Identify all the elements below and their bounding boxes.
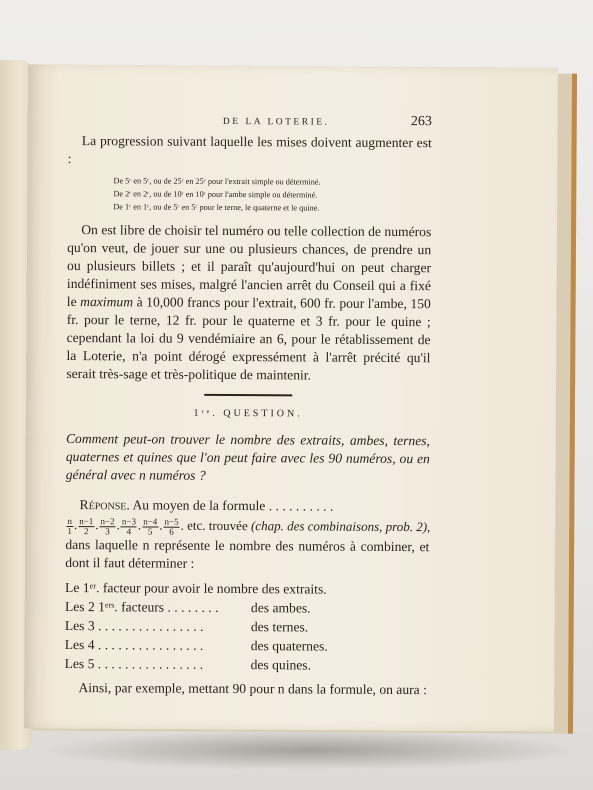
combo-line: Les 3 . . . . . . . . . . . . . . . . des ternes.: [64, 617, 309, 635]
paragraph-text: On est libre de choisir tel numéro ou telle collection de numéros qu'on veut, de jouer sur une ou plusieurs chances, de prendre un ou plusieurs billets ; et il paraît qu'aujourd'hui on peut charger indéfiniment ses mises, malgré l'ancien arrêt du Conseil qui a fixé le: [66, 222, 432, 310]
page-text: [64, 110, 432, 699]
schedule-line: De 1ᶜ en 1ᶜ, ou de 5ᶜ en 5ᶜ pour le terne, le quaterne et le quine.: [113, 202, 320, 213]
formula-fraction: $\frac{n-4}{5}$: [143, 515, 158, 537]
intro-paragraph: La progression suivant laquelle les mises doivent augmenter est :: [67, 133, 432, 167]
answer-line: [66, 496, 430, 516]
page-header: [68, 110, 432, 134]
combo-line: Le 1ᵉʳ. facteur pour avoir le nombre des extraits.: [65, 579, 327, 597]
section-divider: [204, 394, 292, 397]
formula-fraction: $\frac{n}{1}$: [67, 515, 73, 536]
chapter-reference: (chap. des combinaisons, prob. 2),: [250, 518, 431, 535]
formula-etc: etc. trouvée: [187, 517, 248, 534]
paragraph-text: à 10,000 francs pour l'extrait, 600 fr. pour l'ambe, 150 fr. pour le terne, 12 fr. pour le quaterne et 3 fr. pour le quine ; cependant la loi du 9 vendémiaire an 6, pour le rétablissement de la Loterie, n'a point dérogé expressément à l'arrêt précité qu'il serait très-sage et très-politique de maintenir.: [66, 294, 431, 383]
schedule-line: De 2ᶜ en 2ᶜ, ou de 10ᶜ en 10ᶜ pour l'ambe simple ou déterminé.: [113, 189, 318, 200]
formula-fraction: $\frac{n-5}{6}$: [164, 516, 179, 537]
answer-label: Réponse.: [79, 497, 130, 513]
combo-line: Les 5 . . . . . . . . . . . . . . . . des quines.: [64, 655, 312, 673]
answer-continuation: dans laquelle n représente le nombre des numéros à combiner, et dont il faut déterminer :: [65, 536, 430, 571]
combo-line: Les 4 . . . . . . . . . . . . . . . . des quaternes.: [64, 636, 328, 654]
closing-paragraph: Ainsi, par exemple, mettant 90 pour n dans la formule, on aura :: [78, 680, 427, 698]
formula-fraction: $\frac{n-2}{3}$: [100, 515, 115, 536]
question-heading: 1ʳᵉ. QUESTION.: [193, 407, 303, 420]
stake-schedule: [113, 174, 431, 215]
question-text: Comment peut-on trouver le nombre des extraits, ambes, ternes, quaternes et quines que l'on peut faire avec les 90 numéros, ou en général avec n numéros ?: [65, 430, 431, 483]
formula: $\frac{n}{1}$ . $\frac{n-1}{2}$ . $\frac{n-2}{3}$ . $\frac{n-3}{4}$ . $\frac{n-4}{5}$ . $\frac{n-5}{6}$ . etc. trouvée (chap. des combinaisons, prob. 2),: [67, 515, 431, 537]
book-shadow: [40, 730, 580, 770]
schedule-line: De 5ᶜ en 5ᶜ, ou de 25ᶜ en 25ᶜ pour l'extrait simple ou déterminé.: [113, 176, 321, 187]
combinations-list: [65, 578, 430, 675]
answer-text: Au moyen de la formule . . . . . . . . . .: [132, 497, 334, 514]
running-head: DE LA LOTERIE.: [222, 116, 330, 128]
page-number: 263: [410, 114, 432, 130]
maximum-word: maximum: [80, 294, 134, 310]
formula-fraction: $\frac{n-1}{2}$: [79, 515, 94, 536]
main-paragraph: [66, 221, 431, 385]
formula-fraction: $\frac{n-3}{4}$: [121, 515, 137, 536]
combo-line: Les 2 1ᵉʳˢ. facteurs . . . . . . . . des ambes.: [64, 598, 311, 616]
